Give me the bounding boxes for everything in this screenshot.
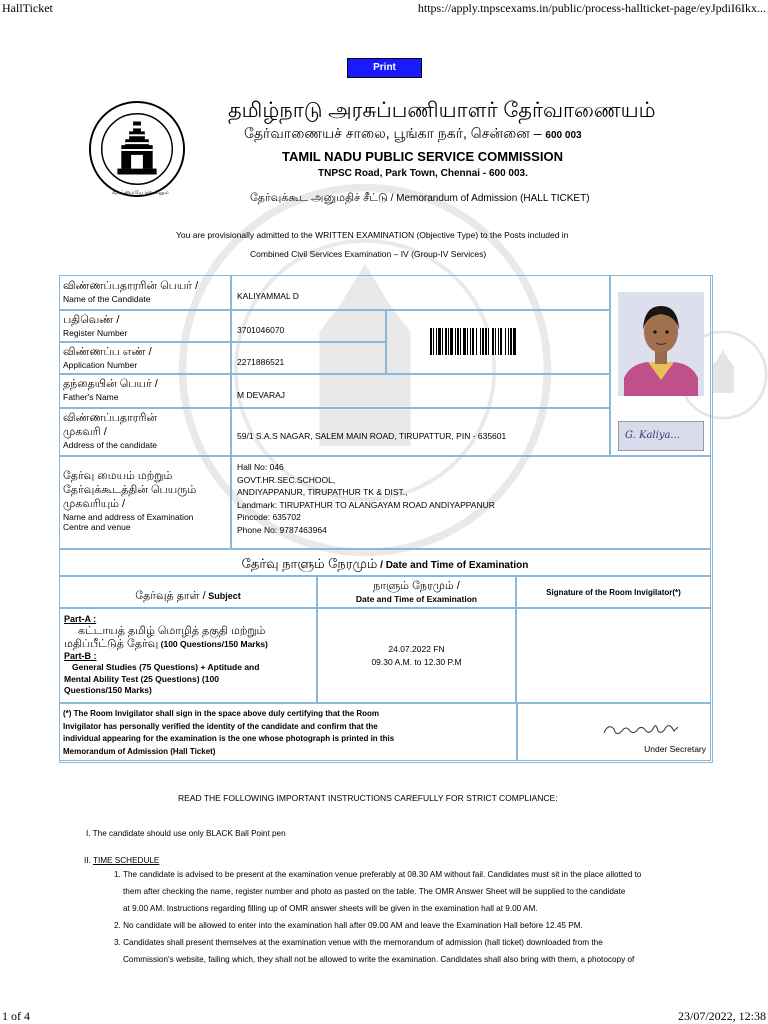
date-column-header: நாளும் நேரமும் / Date and Time of Examination bbox=[317, 576, 516, 608]
print-button[interactable]: Print bbox=[347, 58, 422, 78]
emblem-motto: வாய்மையே வெல்லும் bbox=[112, 190, 169, 196]
centre-value-cell: Hall No: 046 GOVT.HR.SEC.SCHOOL, ANDIYAPPANUR, TIRUPATHUR TK & DIST., Landmark: TIRUPATHUR TO ALANGAYAM ROAD ANDIYAPPANUR Pincode: 635702 Phone No: 9787463964 bbox=[231, 456, 711, 549]
print-datetime: 23/07/2022, 12:38 bbox=[677, 1009, 766, 1023]
invigilator-signature-cell bbox=[516, 608, 711, 703]
instruction-2-3: 3. Candidates shall present themselves at the examination venue with the memorandum of admission (hall ticket) downloaded from the Commission's website, failing which, they shall not be allowed to write the examination. Candidates shall also bring with them, a photocopy of bbox=[114, 938, 635, 964]
centre-label-cell: தேர்வு மையம் மற்றும் தேர்வுக்கூடத்தின் பெயரும் முகவரியும் / Name and address of Examination Centre and venue bbox=[59, 456, 231, 549]
tamil-commission-title: தமிழ்நாடு அரசுப்பணியாளர் தேர்வாணையம் bbox=[228, 99, 656, 122]
instruction-1: I. The candidate should use only BLACK Ball Point pen bbox=[86, 829, 286, 838]
barcode-icon bbox=[430, 328, 594, 355]
register-label-cell: பதிவெண் / Register Number bbox=[59, 310, 231, 342]
instructions-heading: READ THE FOLLOWING IMPORTANT INSTRUCTIONS CAREFULLY FOR STRICT COMPLIANCE: bbox=[178, 793, 558, 803]
browser-tab-title: HallTicket bbox=[2, 1, 53, 15]
tamil-address: தேர்வாணையச் சாலை, பூங்கா நகர், சென்னை – 600 003 bbox=[244, 125, 582, 141]
intro-line-1: You are provisionally admitted to the WRITTEN EXAMINATION (Objective Type) to the Posts included in bbox=[176, 230, 569, 240]
instruction-2-2: 2. No candidate will be allowed to enter into the examination hall after 09.00 AM and leave the Examination Hall before 12.45 PM. bbox=[114, 921, 583, 930]
browser-url: https://apply.tnpscexams.in/public/process-hallticket-page/eyJpdiI6Ikx... bbox=[417, 1, 766, 15]
application-label-cell: விண்ணப்ப எண் / Application Number bbox=[59, 342, 231, 374]
invigilator-note: (*) The Room Invigilator shall sign in the space above duly certifying that the Room Invigilator has personally verified the identity of the candidate and confirm that the individual appearing for the examination is the one whose photograph is printed in this Memorandum of Admission (Hall Ticket) bbox=[59, 703, 517, 761]
instruction-2-1: 1. The candidate is advised to be present at the examination venue preferably at 08.30 AM without fail. Candidates must sit in the place allotted to them after checking the name, register number and photo as pasted on the table. The OMR Answer Sheet will be supplied to the candidate at 9.00 AM. Instructions regarding filling up of OMR answer sheets will be given in the examination hall at 9.00 AM. bbox=[114, 870, 642, 913]
name-label-cell: விண்ணப்பதாரரின் பெயர் / Name of the Candidate bbox=[59, 275, 231, 310]
exam-date-cell: 24.07.2022 FN 09.30 A.M. to 12.30 P.M bbox=[317, 608, 516, 703]
address-label-cell: விண்ணப்பதாரரின் முகவரி / Address of the candidate bbox=[59, 408, 231, 456]
under-secretary-cell bbox=[517, 703, 711, 761]
page-indicator: 1 of 4 bbox=[2, 1009, 30, 1023]
memorandum-title: தேர்வுக்கூட அனுமதிச் சீட்டு / Memorandum of Admission (HALL TICKET) bbox=[250, 192, 590, 204]
intro-line-2: Combined Civil Services Examination – IV (Group-IV Services) bbox=[250, 249, 487, 259]
register-value-cell: 3701046070 bbox=[231, 310, 386, 342]
english-commission-title: TAMIL NADU PUBLIC SERVICE COMMISSION bbox=[282, 149, 563, 164]
candidate-photo bbox=[618, 292, 704, 396]
father-label-cell: தந்தையின் பெயர் / Father's Name bbox=[59, 374, 231, 408]
subject-cell: Part-A : கட்டாயத் தமிழ் மொழித் தகுதி மற்றும் மதிப்பீட்டுத் தேர்வு (100 Questions/150 Marks) Part-B : General Studies (75 Questions) + Aptitude and Mental Ability Test (25 Questions) (100 Questions/150 Marks) bbox=[59, 608, 317, 703]
under-secretary-signature-icon bbox=[602, 719, 680, 741]
father-value-cell: M DEVARAJ bbox=[231, 374, 610, 408]
application-value-cell: 2271886521 bbox=[231, 342, 386, 374]
subject-column-header: தேர்வுத் தாள் / Subject bbox=[59, 576, 317, 608]
tamil-nadu-emblem-icon bbox=[88, 100, 186, 198]
instruction-2-heading: II. TIME SCHEDULE bbox=[84, 856, 160, 865]
invigilator-column-header: Signature of the Room Invigilator(*) bbox=[516, 576, 711, 608]
exam-schedule-heading: தேர்வு நாளும் நேரமும் / Date and Time of Examination bbox=[59, 549, 711, 576]
english-address: TNPSC Road, Park Town, Chennai - 600 003. bbox=[318, 168, 528, 179]
under-secretary-label: Under Secretary bbox=[644, 744, 706, 754]
address-value-cell: 59/1 S.A.S NAGAR, SALEM MAIN ROAD, TIRUPATTUR, PIN - 635601 bbox=[231, 408, 610, 456]
name-value-cell: KALIYAMMAL D bbox=[231, 275, 610, 310]
candidate-signature: G. Kaliya... bbox=[618, 421, 704, 451]
